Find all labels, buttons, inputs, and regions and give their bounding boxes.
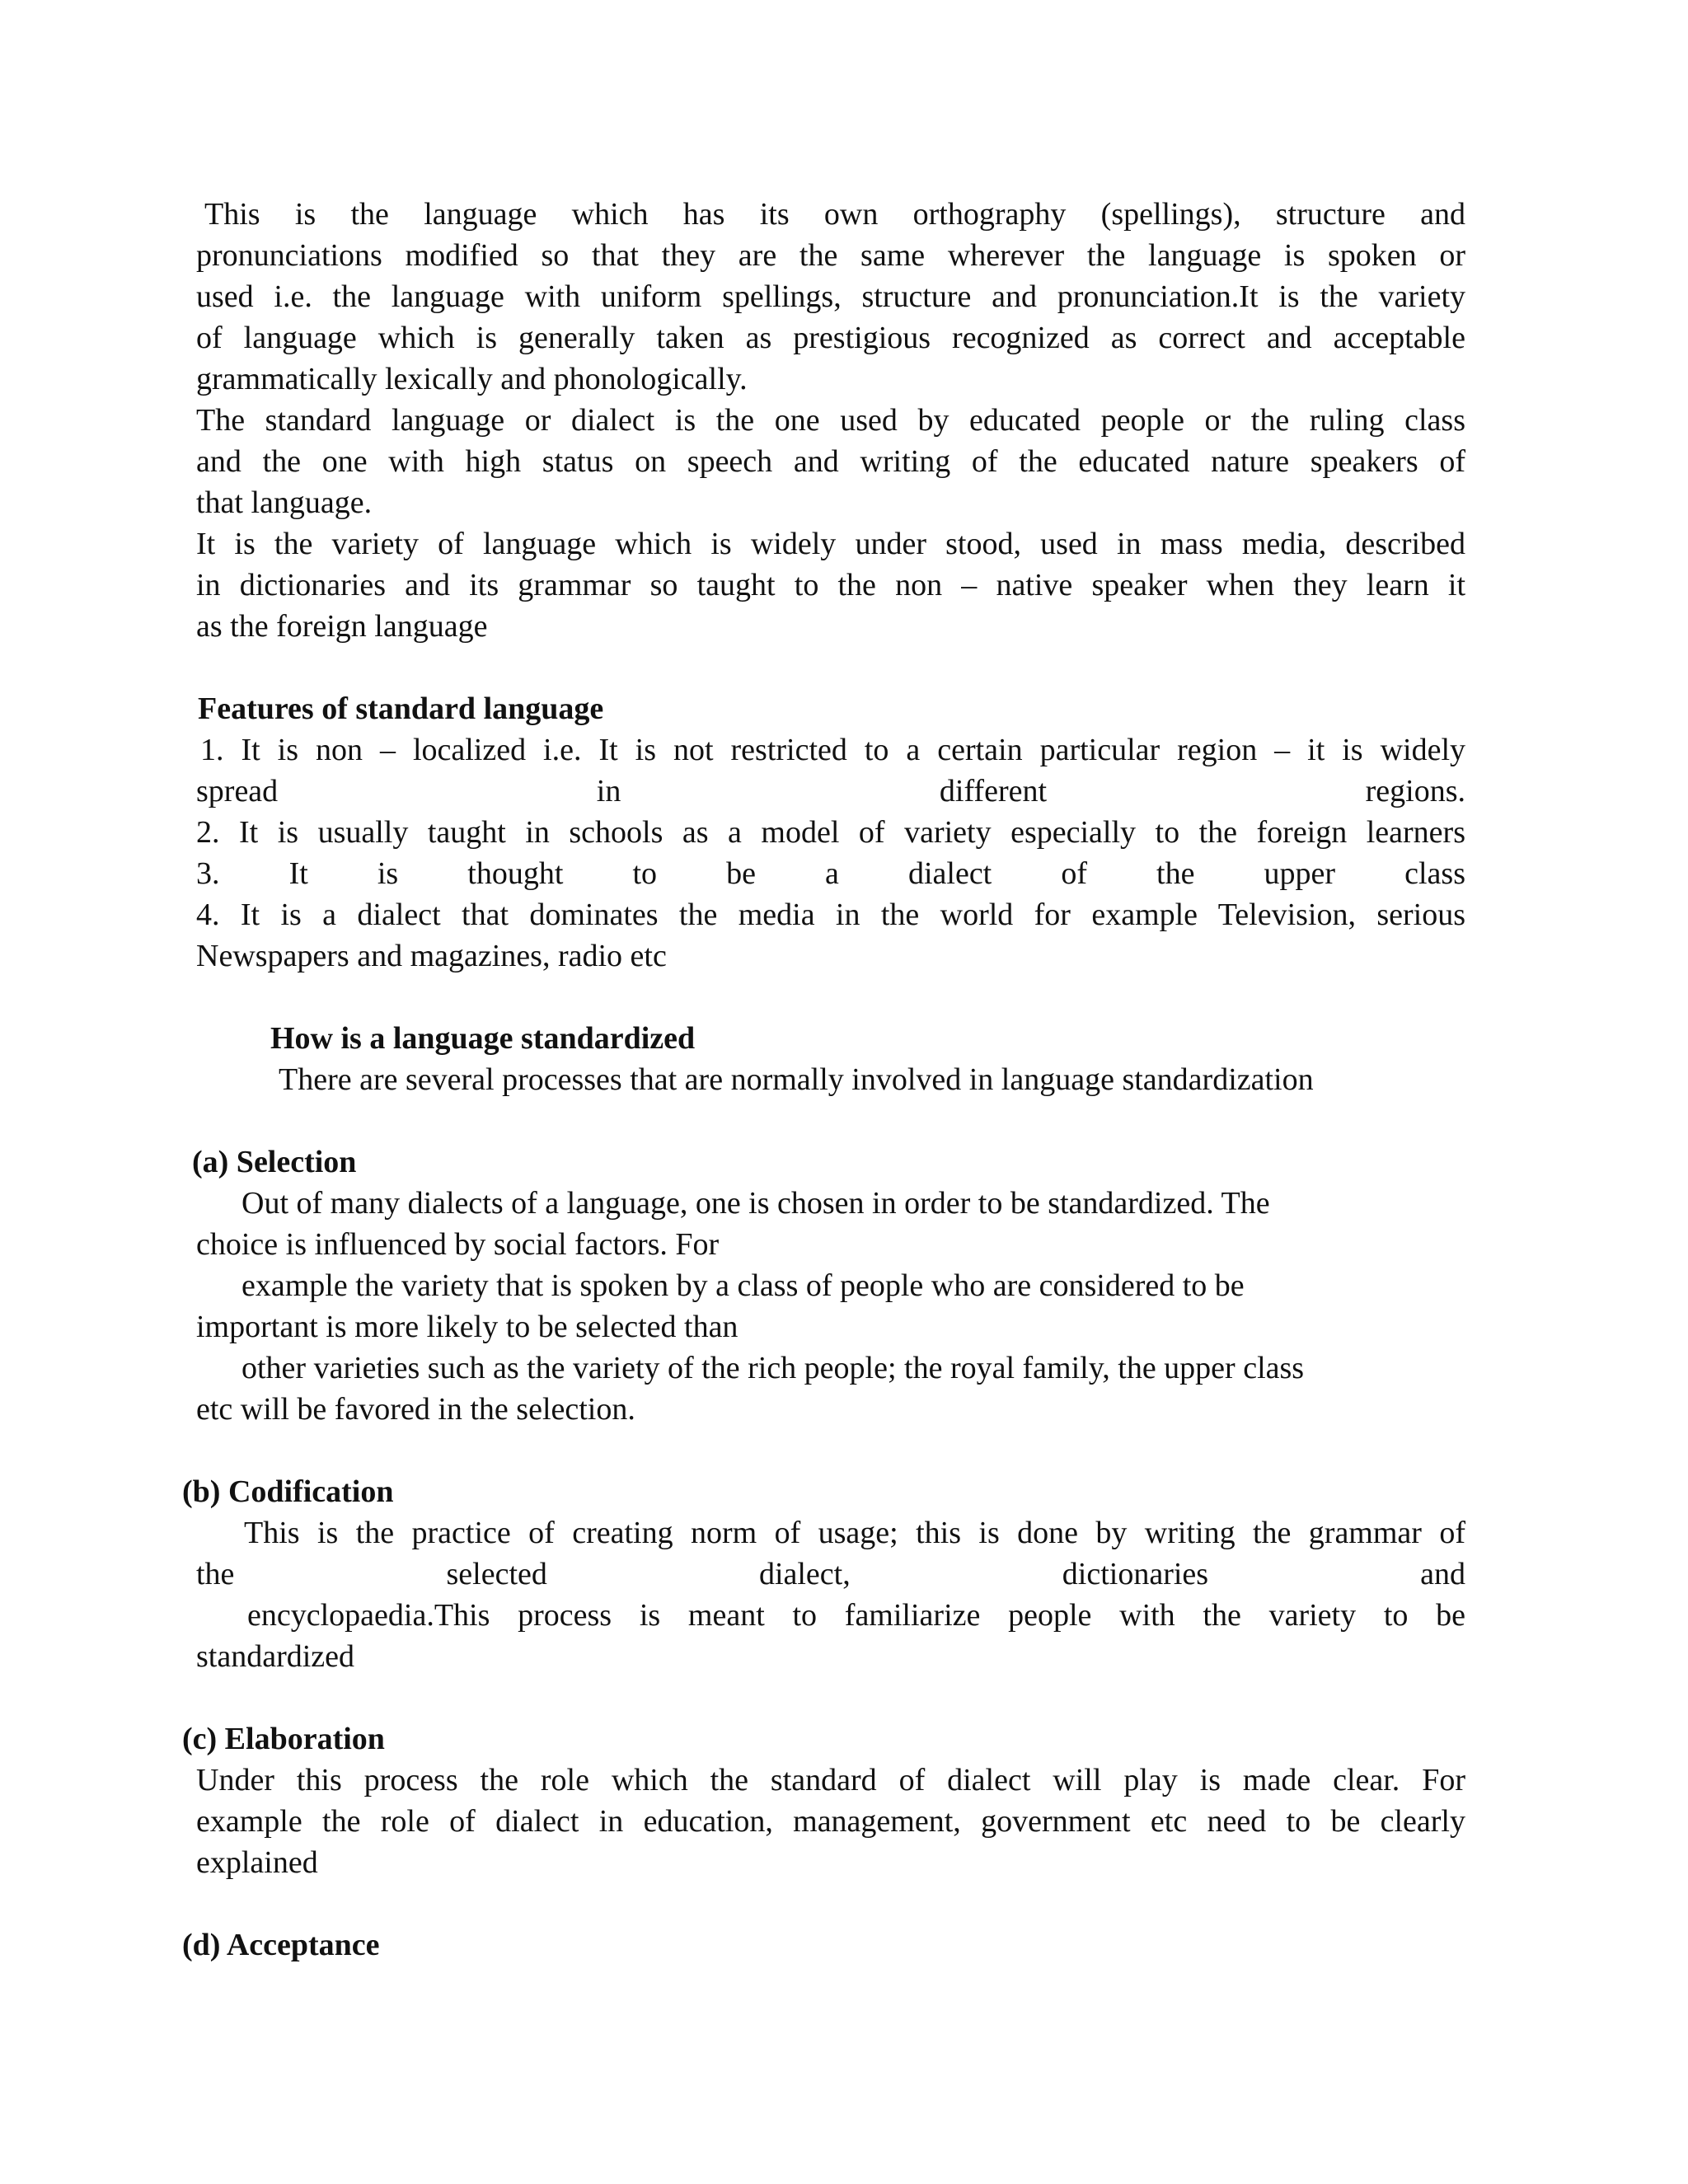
acceptance-heading: (d) Acceptance [182,1928,380,1962]
feature-line-6: Newspapers and magazines, radio etc [196,939,667,973]
features-heading: Features of standard language [198,691,604,726]
codification-line-1: This is the practice of creating norm of usage; this is done by writing the grammar of [244,1516,1465,1550]
intro-p1-line-5: grammatically lexically and phonologically. [196,362,748,396]
elaboration-line-2: example the role of dialect in education, management, government etc need to be clearly [196,1804,1465,1839]
standardization-intro: There are several processes that are normally involved in language standardization [279,1062,1314,1097]
codification-heading: (b) Codification [182,1474,394,1509]
standardization-heading: How is a language standardized [270,1021,696,1056]
intro-p1-line-2: pronunciations modified so that they are the same wherever the language is spoken or [196,238,1465,273]
selection-line-5: other varieties such as the variety of the rich people; the royal family, the upper class [241,1351,1305,1385]
intro-p2-line-2: and the one with high status on speech and writing of the educated nature speakers of [196,444,1465,479]
codification-line-3: encyclopaedia.This process is meant to familiarize people with the variety to be [247,1598,1465,1633]
feature-line-3: 2. It is usually taught in schools as a model of variety especially to the foreign learners [196,815,1465,850]
intro-p3-line-1: It is the variety of language which is widely under stood, used in mass media, described [196,527,1465,561]
feature-line-2: spread in different regions. [196,774,1465,808]
selection-line-1: Out of many dialects of a language, one is chosen in order to be standardized. The [241,1186,1270,1221]
feature-line-4: 3. It is thought to be a dialect of the upper class [196,856,1465,891]
selection-line-2: choice is influenced by social factors. For [196,1227,720,1262]
feature-line-5: 4. It is a dialect that dominates the media in the world for example Television, serious [196,898,1465,932]
intro-p1-line-1: This is the language which has its own orthography (spellings), structure and [204,197,1465,232]
intro-p2-line-1: The standard language or dialect is the one used by educated people or the ruling class [196,403,1465,438]
intro-p2-line-3: that language. [196,485,373,520]
intro-p3-line-3: as the foreign language [196,609,488,644]
elaboration-line-3: explained [196,1845,318,1880]
codification-line-2: the selected dialect, dictionaries and [196,1557,1465,1591]
intro-p1-line-4: of language which is generally taken as prestigious recognized as correct and acceptable [196,321,1465,355]
selection-line-6: etc will be favored in the selection. [196,1392,635,1427]
elaboration-heading: (c) Elaboration [182,1722,385,1756]
selection-line-4: important is more likely to be selected than [196,1310,738,1344]
intro-p1-line-3: used i.e. the language with uniform spellings, structure and pronunciation.It is the variety [196,279,1465,314]
codification-line-4: standardized [196,1639,355,1674]
elaboration-line-1: Under this process the role which the standard of dialect will play is made clear. For [196,1763,1465,1797]
intro-p3-line-2: in dictionaries and its grammar so taught to the non – native speaker when they learn it [196,568,1465,602]
selection-heading: (a) Selection [192,1145,357,1179]
selection-line-3: example the variety that is spoken by a class of people who are considered to be [241,1268,1245,1303]
feature-line-1: 1. It is non – localized i.e. It is not restricted to a certain particular region – it is widely [200,733,1465,767]
